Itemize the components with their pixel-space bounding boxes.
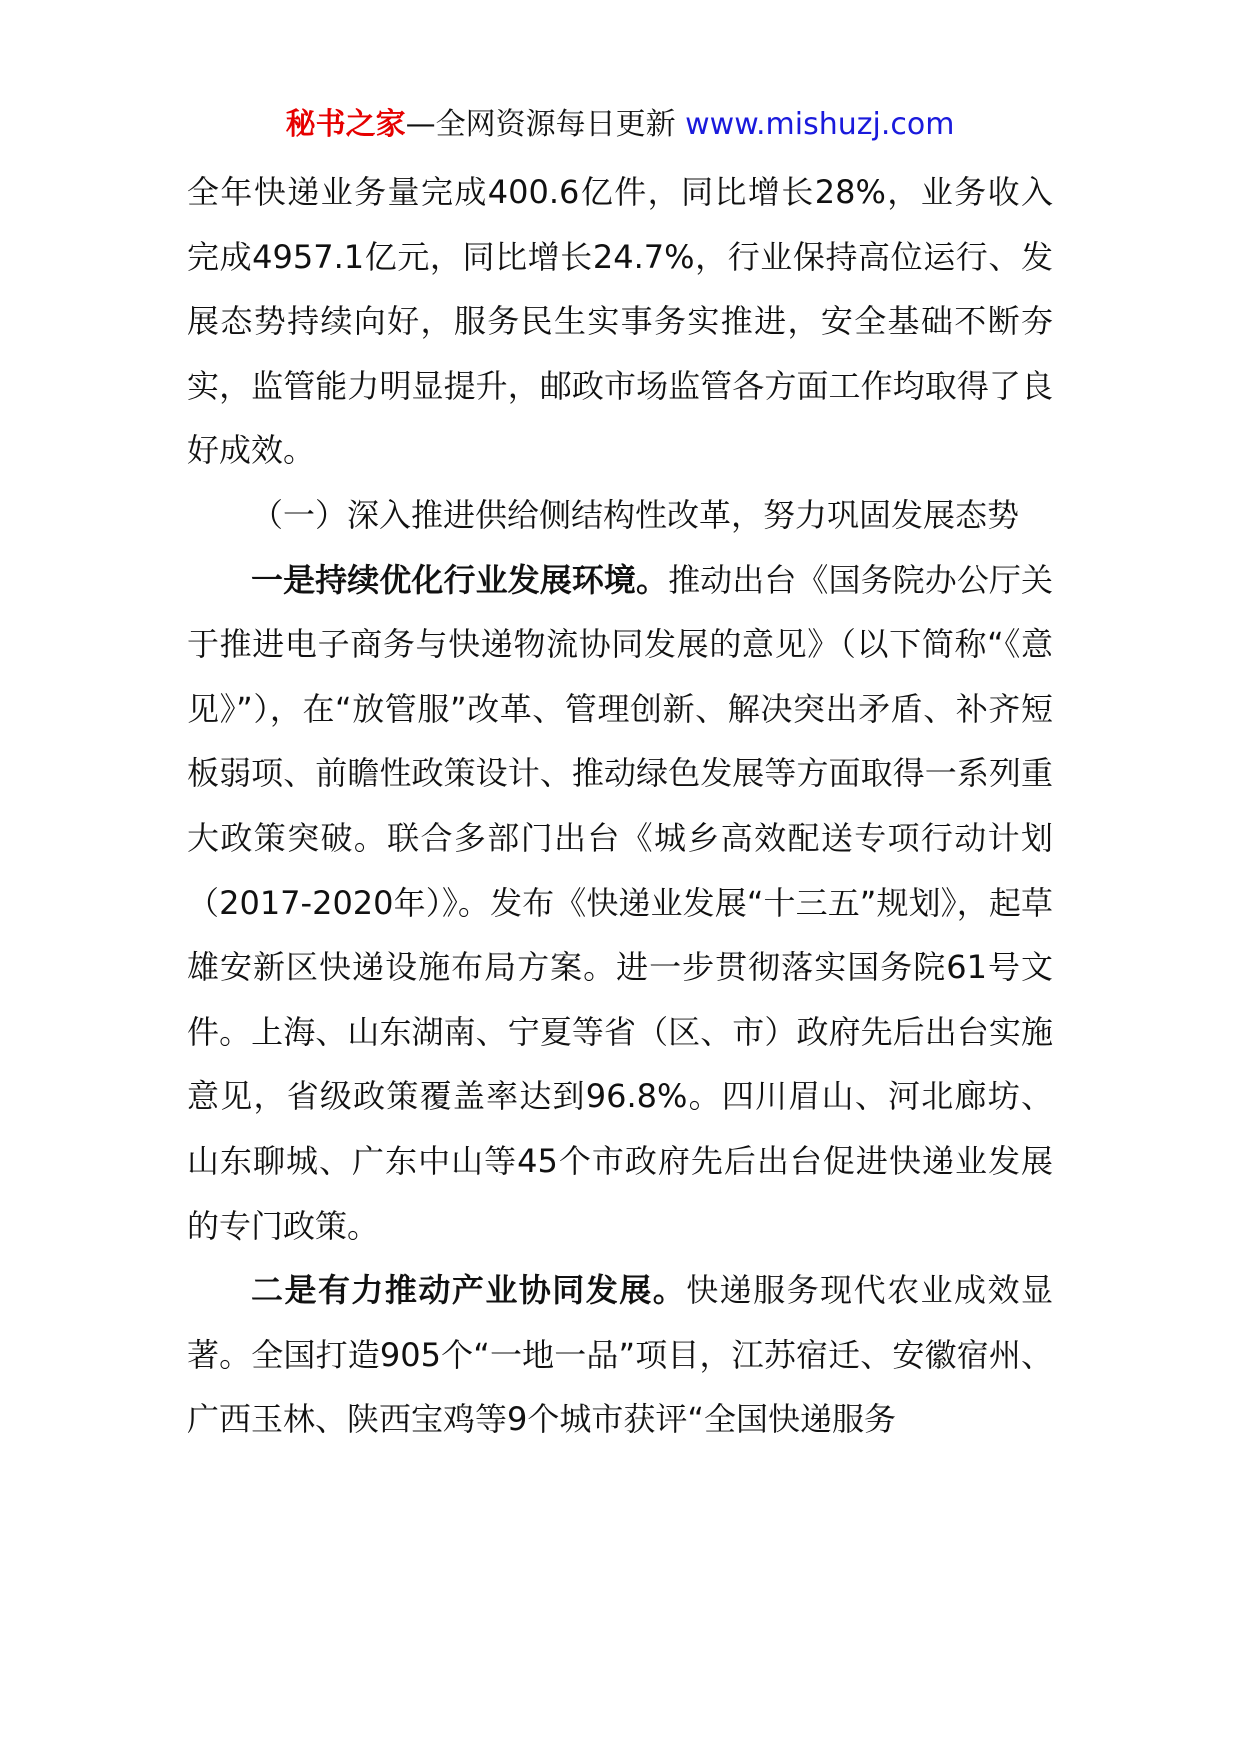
paragraph-one-lead: 一是持续优化行业发展环境。 bbox=[251, 560, 669, 599]
paragraph-two-text: 快递服务现代农业成效显著。全国打造905个“一地一品”项目，江苏宿迁、安徽宿州、广西玉林、陕西宝鸡等9个城市获评“全国快递服务 bbox=[187, 1271, 1053, 1439]
document-body bbox=[187, 160, 1053, 1452]
site-url-link[interactable]: www.mishuzj.com bbox=[685, 107, 955, 142]
site-slogan: —全网资源每日更新 bbox=[405, 107, 686, 142]
paragraph-one bbox=[187, 548, 1053, 1259]
site-header bbox=[0, 104, 1240, 146]
paragraph-one-text: 推动出台《国务院办公厅关于推进电子商务与快递物流协同发展的意见》（以下简称“《意见》”），在“放管服”改革、管理创新、解决突出矛盾、补齐短板弱项、前瞻性政策设计、推动绿色发展等方面取得一系列重大政策突破。联合多部门出台《城乡高效配送专项行动计划（2017-2020年）》。发布《快递业发展“十三五”规划》，起草雄安新区快递设施布局方案。进一步贯彻落实国务院61号文件。上海、山东湖南、宁夏等省（区、市）政府先后出台实施意见，省级政策覆盖率达到96.8%。四川眉山、河北廊坊、山东聊城、广东中山等45个市政府先后出台促进快递业发展的专门政策。 bbox=[187, 560, 1053, 1245]
section-heading: （一）深入推进供给侧结构性改革，努力巩固发展态势 bbox=[251, 495, 1020, 534]
paragraph-two bbox=[187, 1258, 1053, 1452]
paragraph-two-lead: 二是有力推动产业协同发展。 bbox=[251, 1271, 687, 1310]
brand-name: 秘书之家 bbox=[285, 107, 406, 142]
intro-paragraph: 全年快递业务量完成400.6亿件，同比增长28%，业务收入完成4957.1亿元，同比增长24.7%，行业保持高位运行、发展态势持续向好，服务民生实事务实推进，安全基础不断夯实，监管能力明显提升，邮政市场监管各方面工作均取得了良好成效。 bbox=[187, 173, 1053, 470]
